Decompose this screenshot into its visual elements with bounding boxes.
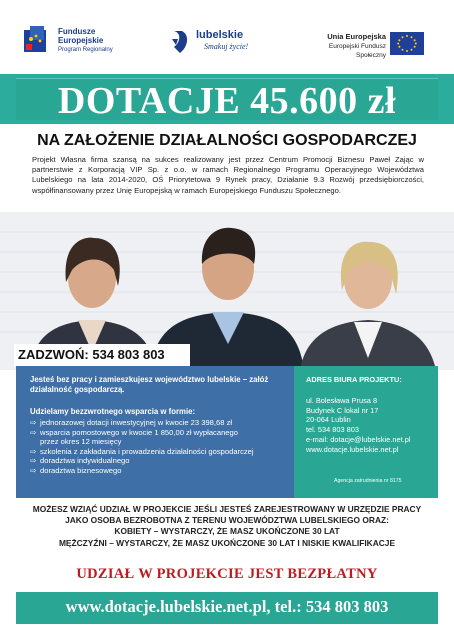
unia-europejska-logo [312, 30, 432, 60]
address-lines [306, 396, 436, 454]
fundusze-europejskie-logo [22, 26, 142, 60]
free-participation-note: UDZIAŁ W PROJEKCIE JEST BEZPŁATNY [76, 566, 378, 582]
fe-line3: Program Regionalny [58, 47, 113, 53]
page-title: DOTACJE 45.600 zł [57, 80, 397, 122]
address-street: ul. Bolesława Prusa 8 [306, 396, 378, 405]
eu-line1: Unia Europejska [327, 32, 386, 41]
lubelskie-emblem-icon [170, 29, 192, 55]
address-email: e-mail: dotacje@lubelskie.net.pl [306, 434, 411, 444]
list-item: ⇨ wsparcia pomostowego w kwocie 1 850,00 zł wypłacanego przez okres 12 miesięcy [30, 427, 238, 447]
arrow-icon: ⇨ [30, 427, 37, 437]
offer-box [16, 366, 294, 498]
condition-line: MĘŻCZYŹNI – WYSTARCZY, ŻE MASZ UKOŃCZONE 30 LAT I NISKIE KWALIFIKACJE [58, 537, 396, 548]
eligibility-conditions [16, 504, 438, 549]
condition-line: KOBIETY – WYSTARCZY, ŻE MASZ UKOŃCZONE 30 LAT [114, 526, 340, 537]
eu-funds-star-icon [22, 26, 52, 56]
subtitle: NA ZAŁOŻENIE DZIAŁALNOŚCI GOSPODARCZEJ [37, 132, 417, 149]
list-item: ⇨ jednorazowej dotacji inwestycyjnej w kwocie 23 398,68 zł [30, 418, 233, 427]
address-website: www.dotacje.lubelskie.net.pl [306, 444, 399, 454]
fe-line1: Fundusze [58, 27, 96, 36]
arrow-icon: ⇨ [30, 465, 37, 475]
footer-band [16, 592, 438, 624]
list-item: ⇨ doradztwa biznesowego [30, 465, 122, 475]
call-phone-text: ZADZWOŃ: 534 803 803 [18, 347, 165, 362]
address-building: Budynek C lokal nr 17 [306, 405, 379, 415]
offer-lead: Jesteś bez pracy i zamieszkujesz województwo lubelskie – załóż działalność gospodarczą. [30, 375, 269, 394]
eu-line2: Europejski Fundusz Społeczny [328, 43, 386, 59]
support-heading: Udzielamy bezzwrotnego wsparcia w formie: [30, 407, 196, 416]
condition-line: JAKO OSOBA BEZROBOTNA Z TERENU WOJEWÓDZTWA LUBELSKIEGO ORAZ: [65, 515, 389, 526]
lubelskie-logo [170, 29, 280, 59]
address-box [294, 366, 438, 498]
address-heading: ADRES BIURA PROJEKTU: [306, 375, 402, 384]
title-band [0, 74, 454, 124]
arrow-icon: ⇨ [30, 456, 37, 466]
fe-line2: Europejskie [58, 36, 104, 45]
condition-line: MOŻESZ WZIĄĆ UDZIAŁ W PROJEKCIE JEŚLI JESTEŚ ZAREJESTROWANY W URZĘDZIE PRACY [32, 504, 422, 514]
logo-bar [0, 0, 454, 74]
lubelskie-slogan: Smakuj życie! [204, 42, 249, 51]
support-list [30, 418, 292, 476]
call-banner [14, 344, 190, 366]
list-item: ⇨ szkolenia z zakładania i prowadzenia działalności gospodarczej [30, 446, 254, 456]
arrow-icon: ⇨ [30, 418, 37, 427]
eu-flag-icon [390, 32, 424, 55]
agency-note: Agencja zatrudnienia nr 8175 [334, 478, 402, 484]
lubelskie-name: lubelskie [196, 29, 244, 41]
footer-contact: www.dotacje.lubelskie.net.pl, tel.: 534 803 803 [65, 597, 389, 616]
address-phone: tel. 534 803 803 [306, 425, 360, 435]
list-item: ⇨ doradztwa indywidualnego [30, 456, 130, 466]
address-city: 20-064 Lublin [306, 415, 351, 425]
intro-paragraph: Projekt Własna firma szansą na sukces realizowany jest przez Centrum Promocji Biznesu Paweł Zając w partnerstwie z Korporacją VIP Sp. z o.o. w ramach Regionalnego Programu Operacyjnego Województwa Lubelskiego na lata 2014-2020, OŚ Priorytetowa 9 Rynek pracy, Działanie 9.3 Rozwój przedsiębiorczości, współfinansowany przez Unię Europejską w ramach Europejskiego Funduszu Społecznego. [32, 155, 424, 195]
arrow-icon: ⇨ [30, 446, 37, 456]
